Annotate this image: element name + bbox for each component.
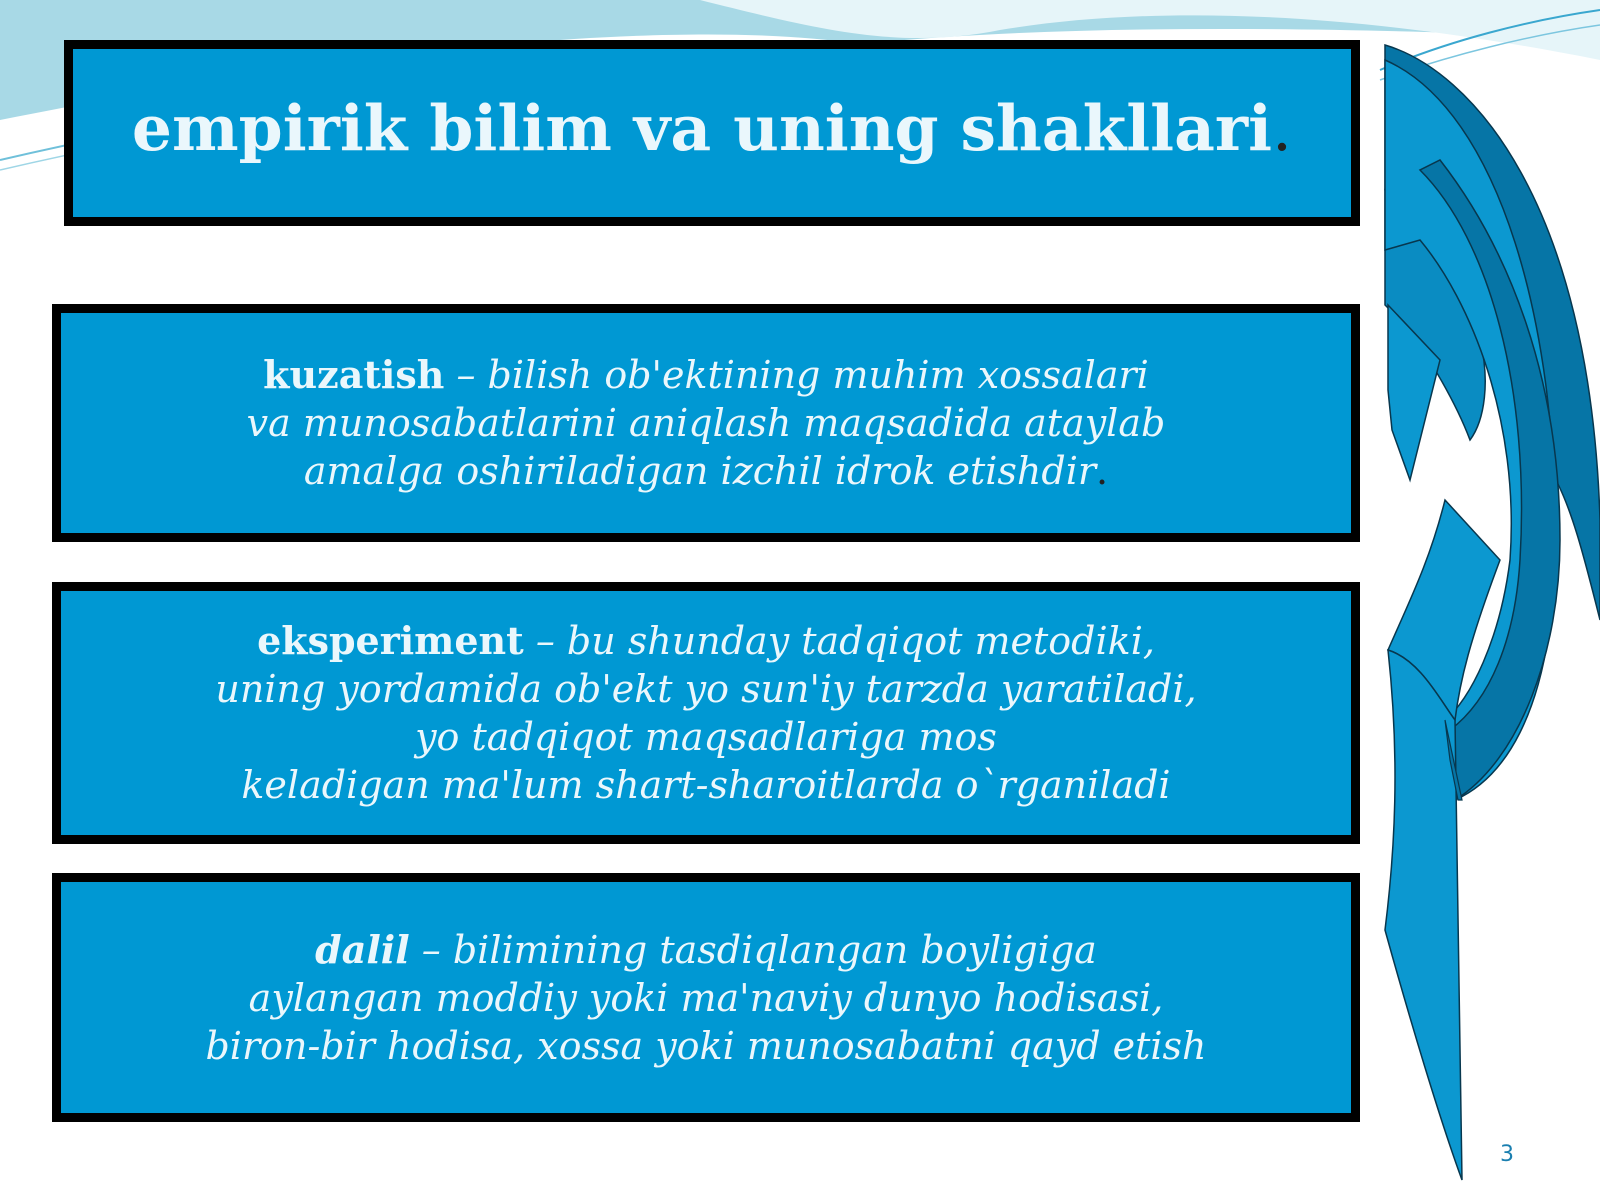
definition-text: [247, 351, 1166, 495]
definition-line-text: – bu shunday tadqiqot metodiki,: [535, 619, 1155, 663]
definition-line: va munosabatlarini aniqlash maqsadida ataylab: [246, 401, 1166, 445]
definition-period: .: [1096, 449, 1109, 493]
slide-title: [131, 91, 1293, 171]
definition-line: [247, 447, 1166, 495]
definition-box-dalil: [52, 873, 1360, 1122]
definition-text: [215, 617, 1196, 809]
definition-term: kuzatish: [263, 352, 445, 397]
definition-term: eksperiment: [257, 618, 524, 663]
definition-line: [205, 926, 1206, 974]
definition-line-text: – bilimining tasdiqlangan boyligiga: [421, 927, 1097, 972]
slide-title-text: empirik bilim va uning shakllari: [131, 91, 1273, 166]
definition-box-kuzatish: [52, 304, 1360, 542]
definition-text: [205, 926, 1206, 1070]
definition-box-eksperiment: [52, 582, 1360, 844]
definition-line: biron-bir hodisa, xossa yoki munosabatni qayd etish: [205, 1023, 1207, 1068]
definition-term: dalil: [315, 926, 410, 972]
definition-line: [215, 617, 1196, 665]
definition-line-text: – bilish ob'ektining muhim xossalari: [456, 353, 1149, 397]
definition-line: keladigan ma'lum shart-sharoitlarda o`rganiladi: [241, 763, 1171, 807]
definition-line: uning yordamida ob'ekt yo sun'iy tarzda yaratiladi,: [215, 667, 1197, 711]
title-box: [64, 40, 1360, 226]
definition-line-text: amalga oshiriladigan izchil idrok etishdir: [303, 449, 1097, 493]
definition-line: [247, 351, 1166, 399]
slide-number: 3: [1500, 1142, 1514, 1167]
definition-line: yo tadqiqot maqsadlariga mos: [415, 715, 997, 759]
slide-title-period: .: [1272, 92, 1293, 166]
definition-line: aylangan moddiy yoki ma'naviy dunyo hodisasi,: [248, 975, 1164, 1020]
